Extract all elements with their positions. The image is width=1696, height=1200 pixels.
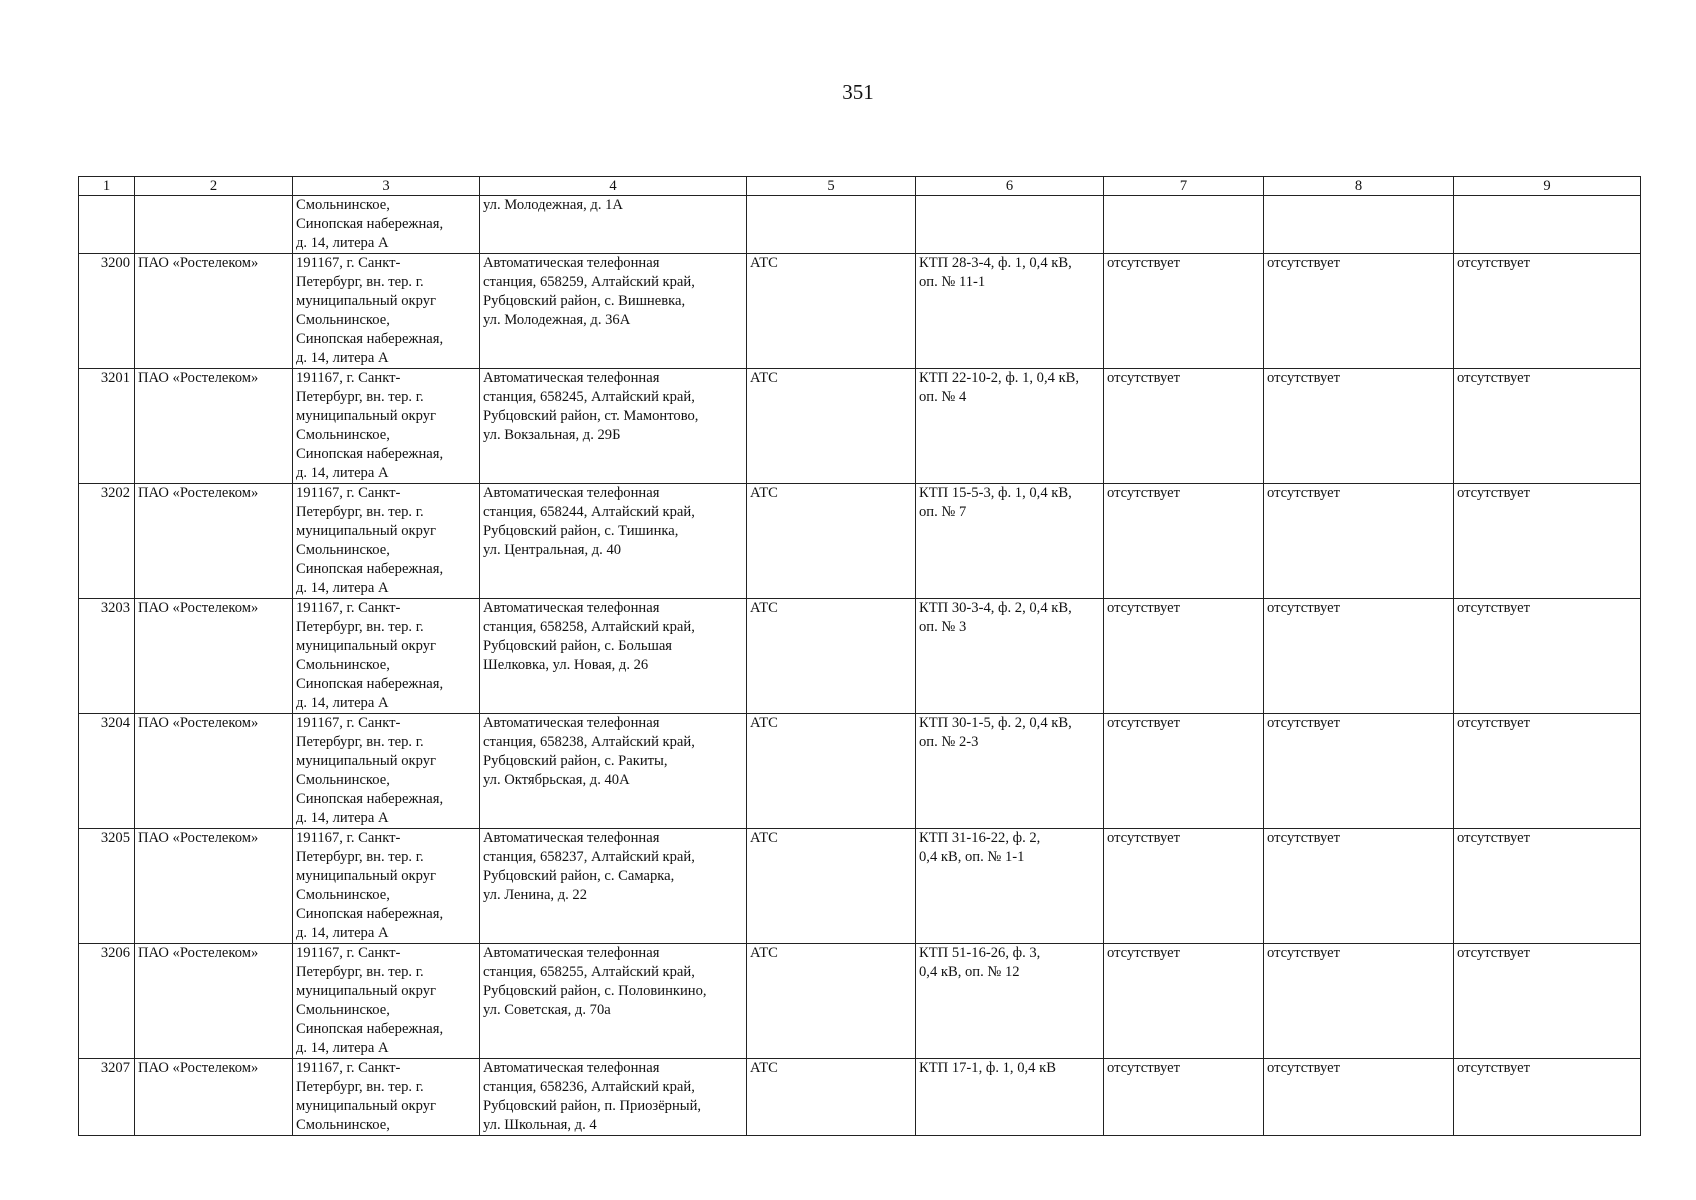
cell-location [480,829,747,944]
text-line: ул. Молодежная, д. 36А [483,312,631,328]
cell-col9: отсутствует [1454,254,1641,369]
cell-col8: отсутствует [1264,254,1454,369]
text-line: ул. Октябрьская, д. 40А [483,772,630,788]
column-numbers-row [79,177,1641,196]
table-row [79,599,1641,714]
text-line: 191167, г. Санкт- [296,830,401,846]
cell-number: 3206 [79,944,135,1059]
column-header: 5 [747,177,916,196]
text-line: д. 14, литера А [296,465,389,481]
text-line: муниципальный округ [296,638,436,654]
text-line: КТП 31-16-22, ф. 2, [919,830,1041,846]
cell-substation [916,944,1104,1059]
cell-location [480,196,747,254]
text-line: 191167, г. Санкт- [296,255,401,271]
cell-col9: отсутствует [1454,829,1641,944]
text-line: КТП 17-1, ф. 1, 0,4 кВ [919,1060,1056,1076]
text-line: станция, 658244, Алтайский край, [483,504,695,520]
table-row [79,254,1641,369]
text-line: д. 14, литера А [296,695,389,711]
cell-organization: ПАО «Ростелеком» [135,484,293,599]
text-line: Синопская набережная, [296,446,444,462]
text-line: Автоматическая телефонная [483,715,660,731]
cell-organization: ПАО «Ростелеком» [135,829,293,944]
cell-col9: отсутствует [1454,714,1641,829]
table-row [79,1059,1641,1136]
cell-address [293,714,480,829]
text-line: Шелковка, ул. Новая, д. 26 [483,657,649,673]
text-line: оп. № 2-3 [919,734,979,750]
cell-col8: отсутствует [1264,714,1454,829]
text-line: 191167, г. Санкт- [296,600,401,616]
text-line: д. 14, литера А [296,1040,389,1056]
cell-col8: отсутствует [1264,944,1454,1059]
text-line: муниципальный округ [296,408,436,424]
text-line: муниципальный округ [296,983,436,999]
text-line: Автоматическая телефонная [483,370,660,386]
cell-substation [916,599,1104,714]
text-line: станция, 658238, Алтайский край, [483,734,695,750]
text-line: Рубцовский район, п. Приозёрный, [483,1098,702,1114]
table-row [79,829,1641,944]
cell-number: 3204 [79,714,135,829]
cell-number: 3205 [79,829,135,944]
cell-location [480,484,747,599]
cell-number: 3207 [79,1059,135,1136]
text-line: оп. № 4 [919,389,967,405]
cell-col8: отсутствует [1264,1059,1454,1136]
text-line: 191167, г. Санкт- [296,485,401,501]
text-line: станция, 658245, Алтайский край, [483,389,695,405]
text-line: Синопская набережная, [296,216,444,232]
cell-location [480,599,747,714]
text-line: Синопская набережная, [296,906,444,922]
cell-organization: ПАО «Ростелеком» [135,369,293,484]
cell-type: АТС [747,944,916,1059]
text-line: Смольнинское, [296,657,390,673]
cell-address [293,599,480,714]
text-line: Рубцовский район, с. Большая [483,638,673,654]
cell-col7: отсутствует [1104,829,1264,944]
cell-location [480,714,747,829]
continuation-row [79,196,1641,254]
cell-substation [916,196,1104,254]
cell-organization [135,196,293,254]
text-line: муниципальный округ [296,868,436,884]
cell-col9 [1454,196,1641,254]
cell-substation [916,1059,1104,1136]
text-line: ул. Вокзальная, д. 29Б [483,427,621,443]
text-line: д. 14, литера А [296,810,389,826]
column-header: 6 [916,177,1104,196]
cell-col9: отсутствует [1454,1059,1641,1136]
cell-type: АТС [747,714,916,829]
cell-organization: ПАО «Ростелеком» [135,1059,293,1136]
cell-location [480,369,747,484]
text-line: Смольнинское, [296,1117,390,1133]
text-line: д. 14, литера А [296,350,389,366]
text-line: ул. Советская, д. 70а [483,1002,611,1018]
cell-number: 3201 [79,369,135,484]
cell-col8: отсутствует [1264,369,1454,484]
text-line: муниципальный округ [296,293,436,309]
text-line: КТП 22-10-2, ф. 1, 0,4 кВ, [919,370,1080,386]
text-line: Петербург, вн. тер. г. [296,964,424,980]
cell-location [480,1059,747,1136]
text-line: станция, 658259, Алтайский край, [483,274,695,290]
text-line: Рубцовский район, с. Тишинка, [483,523,679,539]
text-line: Автоматическая телефонная [483,945,660,961]
text-line: муниципальный округ [296,753,436,769]
column-header: 7 [1104,177,1264,196]
text-line: оп. № 3 [919,619,967,635]
column-header: 9 [1454,177,1641,196]
text-line: Смольнинское, [296,312,390,328]
cell-substation [916,254,1104,369]
cell-number: 3200 [79,254,135,369]
cell-organization: ПАО «Ростелеком» [135,714,293,829]
cell-substation [916,484,1104,599]
cell-address [293,369,480,484]
text-line: д. 14, литера А [296,925,389,941]
text-line: Петербург, вн. тер. г. [296,849,424,865]
text-line: Смольнинское, [296,197,390,213]
text-line: ул. Молодежная, д. 1А [483,197,623,213]
cell-col9: отсутствует [1454,599,1641,714]
table-row [79,944,1641,1059]
text-line: д. 14, литера А [296,235,389,251]
text-line: Синопская набережная, [296,791,444,807]
text-line: Смольнинское, [296,772,390,788]
text-line: Рубцовский район, ст. Мамонтово, [483,408,699,424]
text-line: 191167, г. Санкт- [296,715,401,731]
text-line: Автоматическая телефонная [483,830,660,846]
text-line: Синопская набережная, [296,676,444,692]
text-line: 191167, г. Санкт- [296,370,401,386]
text-line: Синопская набережная, [296,1021,444,1037]
cell-location [480,254,747,369]
column-header: 1 [79,177,135,196]
cell-type: АТС [747,484,916,599]
text-line: 0,4 кВ, оп. № 1-1 [919,849,1025,865]
cell-number: 3202 [79,484,135,599]
text-line: Петербург, вн. тер. г. [296,274,424,290]
cell-number [79,196,135,254]
cell-address [293,944,480,1059]
text-line: 191167, г. Санкт- [296,945,401,961]
cell-col7: отсутствует [1104,369,1264,484]
text-line: Автоматическая телефонная [483,485,660,501]
text-line: Петербург, вн. тер. г. [296,389,424,405]
registry-table [78,176,1641,1136]
text-line: КТП 15-5-3, ф. 1, 0,4 кВ, [919,485,1072,501]
text-line: муниципальный округ [296,523,436,539]
cell-address [293,829,480,944]
table-row [79,714,1641,829]
column-header: 4 [480,177,747,196]
text-line: станция, 658255, Алтайский край, [483,964,695,980]
text-line: станция, 658237, Алтайский край, [483,849,695,865]
cell-type: АТС [747,599,916,714]
cell-col9: отсутствует [1454,944,1641,1059]
text-line: ул. Ленина, д. 22 [483,887,588,903]
cell-type: АТС [747,369,916,484]
cell-col7: отсутствует [1104,599,1264,714]
text-line: Синопская набережная, [296,331,444,347]
cell-col8: отсутствует [1264,599,1454,714]
cell-col8 [1264,196,1454,254]
text-line: д. 14, литера А [296,580,389,596]
cell-organization: ПАО «Ростелеком» [135,254,293,369]
text-line: муниципальный округ [296,1098,436,1114]
cell-col8: отсутствует [1264,829,1454,944]
text-line: станция, 658258, Алтайский край, [483,619,695,635]
text-line: оп. № 7 [919,504,967,520]
column-header: 2 [135,177,293,196]
cell-number: 3203 [79,599,135,714]
cell-type: АТС [747,254,916,369]
cell-address [293,196,480,254]
cell-location [480,944,747,1059]
table-row [79,484,1641,599]
cell-address [293,1059,480,1136]
text-line: Смольнинское, [296,1002,390,1018]
cell-substation [916,714,1104,829]
cell-type [747,196,916,254]
cell-address [293,254,480,369]
cell-col7 [1104,196,1264,254]
text-line: Петербург, вн. тер. г. [296,504,424,520]
text-line: 191167, г. Санкт- [296,1060,401,1076]
cell-col8: отсутствует [1264,484,1454,599]
cell-col7: отсутствует [1104,254,1264,369]
cell-substation [916,829,1104,944]
table-row [79,369,1641,484]
cell-col7: отсутствует [1104,944,1264,1059]
cell-address [293,484,480,599]
cell-organization: ПАО «Ростелеком» [135,599,293,714]
cell-type: АТС [747,1059,916,1136]
cell-organization: ПАО «Ростелеком» [135,944,293,1059]
text-line: КТП 30-3-4, ф. 2, 0,4 кВ, [919,600,1072,616]
text-line: Петербург, вн. тер. г. [296,734,424,750]
text-line: Смольнинское, [296,542,390,558]
text-line: КТП 30-1-5, ф. 2, 0,4 кВ, [919,715,1072,731]
text-line: Рубцовский район, с. Самарка, [483,868,675,884]
text-line: ул. Центральная, д. 40 [483,542,622,558]
cell-col7: отсутствует [1104,484,1264,599]
text-line: Петербург, вн. тер. г. [296,619,424,635]
text-line: Рубцовский район, с. Ракиты, [483,753,668,769]
text-line: Петербург, вн. тер. г. [296,1079,424,1095]
cell-col9: отсутствует [1454,484,1641,599]
text-line: Автоматическая телефонная [483,1060,660,1076]
text-line: 0,4 кВ, оп. № 12 [919,964,1020,980]
text-line: Смольнинское, [296,427,390,443]
text-line: Автоматическая телефонная [483,600,660,616]
text-line: Автоматическая телефонная [483,255,660,271]
text-line: КТП 51-16-26, ф. 3, [919,945,1041,961]
text-line: КТП 28-3-4, ф. 1, 0,4 кВ, [919,255,1072,271]
text-line: оп. № 11-1 [919,274,986,290]
cell-substation [916,369,1104,484]
text-line: станция, 658236, Алтайский край, [483,1079,695,1095]
cell-col9: отсутствует [1454,369,1641,484]
text-line: Рубцовский район, с. Половинкино, [483,983,707,999]
text-line: Синопская набережная, [296,561,444,577]
text-line: Смольнинское, [296,887,390,903]
cell-col7: отсутствует [1104,1059,1264,1136]
cell-type: АТС [747,829,916,944]
column-header: 8 [1264,177,1454,196]
text-line: ул. Школьная, д. 4 [483,1117,597,1133]
cell-col7: отсутствует [1104,714,1264,829]
text-line: Рубцовский район, с. Вишневка, [483,293,686,309]
page-number: 351 [842,80,874,104]
column-header: 3 [293,177,480,196]
